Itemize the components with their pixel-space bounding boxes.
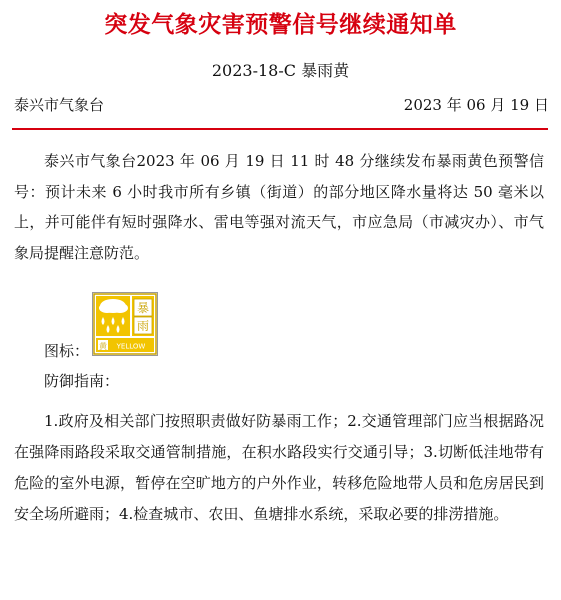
icon-char-yellow: 黄 [99, 342, 107, 351]
issuer-name: 泰兴市气象台 [14, 96, 105, 114]
guide-title: 防御指南： [44, 372, 120, 390]
document-number: 2023-18-C 暴雨黄 [211, 61, 350, 80]
header-divider [12, 128, 548, 130]
icon-char-top: 暴 [136, 301, 150, 315]
warning-paragraph: 泰兴市气象台2023 年 06 月 19 日 11 时 48 分继续发布暴雨黄色预警信号：预计未来 6 小时我市所有乡镇（街道）的部分地区降水量将达 50 毫米以上，并可能伴有短时强降水、雷电等强对流天气，市应急局（市减灾办）、市气象局提醒注意防范。 [14, 152, 544, 262]
icon-char-mid: 雨 [136, 319, 150, 333]
notice-title: 突发气象灾害预警信号继续通知单 [104, 11, 457, 38]
icon-text-yellow-en: YELLOW [116, 342, 146, 351]
figure-label: 图标： [44, 342, 90, 360]
rainstorm-yellow-warning-icon [92, 292, 158, 356]
guide-paragraph: 1.政府及相关部门按照职责做好防暴雨工作；2.交通管理部门应当根据路况在强降雨路段采取交通管制措施，在积水路段实行交通引导；3.切断低洼地带有危险的室外电源，暂停在空旷地方的户外作业，转移危险地带人员和危房居民到安全场所避雨；4.检查城市、农田、鱼塘排水系统，采取必要的排涝措施。 [14, 412, 544, 523]
figure-row [44, 292, 244, 360]
issue-date: 2023 年 06 月 19 日 [403, 96, 549, 114]
